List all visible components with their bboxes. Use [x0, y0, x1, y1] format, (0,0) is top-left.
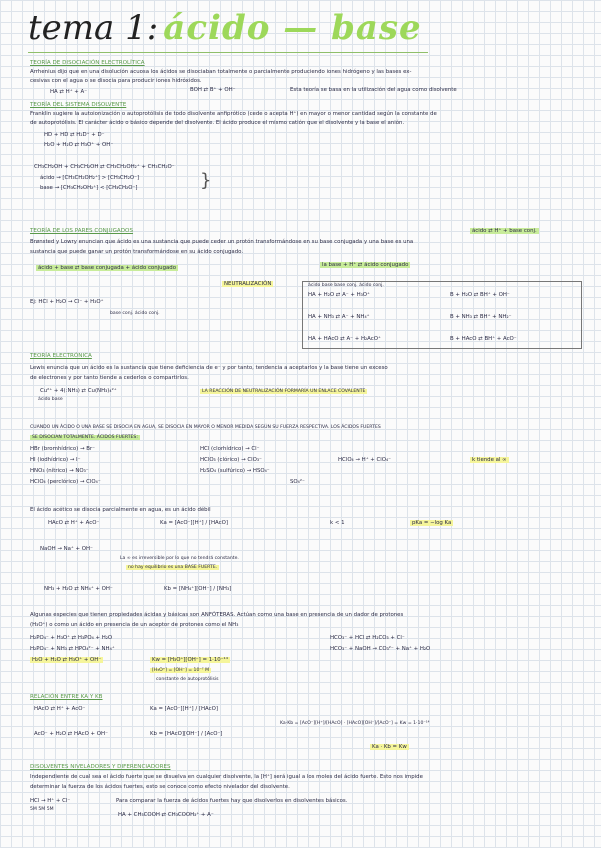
kakb-ka: Ka = [AcO⁻][H⁺] / [HAcO] [150, 706, 218, 712]
solvents-line2: determinar la fuerza de los ácidos fuertes, esto se conoce como efecto nivelador del disolvente. [30, 784, 290, 790]
table-row: B + NH₃ ⇄ BH⁺ + NH₂⁻ [450, 314, 512, 320]
naoh-eq: NaOH → Na⁺ + OH⁻ [40, 546, 93, 552]
kakb-kb: Kb = [HAcO][OH⁻] / [AcO⁻] [150, 731, 223, 737]
heading-solvents: DISOLVENTES NIVELADORES Y DIFERENCIADORES [30, 764, 171, 770]
kw-eq2: [H₃O⁺] = [OH⁻] = 10⁻⁷ M [152, 668, 210, 673]
kw-eq: Kw = [H₃O⁺][OH⁻] = 1·10⁻¹⁴ [152, 657, 228, 663]
arrhenius-line2: cesivas con el agua o se disocia para producir iones hidróxidos. [30, 78, 202, 84]
neutralization-label: NEUTRALIZACIÓN [224, 281, 272, 287]
naoh-note2: no hay equilibrio es una BASE FUERTE. [128, 565, 218, 570]
strong-acid-left: HBr (bromhídrico) → Br⁻ [30, 446, 95, 452]
strong-acid-left: HNO₃ (nítrico) → NO₃⁻ [30, 468, 89, 474]
hclo4-eq: HClO₄ → H⁺ + ClO₄⁻ [338, 457, 392, 463]
strong-acid-left: HI (iodhídrico) → I⁻ [30, 457, 81, 463]
weak-k-lt: k < 1 [330, 520, 345, 526]
page-title [28, 8, 422, 50]
heading-arrhenius: TEORÍA DE DISOCIACIÓN ELECTROLÍTICA [30, 60, 145, 66]
naoh-note1: La ∞ es irreversible por lo que no tendrá constante. [120, 556, 239, 561]
kakb-eq2: AcO⁻ + H₂O ⇄ HAcO + OH⁻ [34, 731, 108, 737]
table-row: HA + HAcO ⇄ A⁻ + H₂AcO⁺ [308, 336, 381, 342]
kw-note: constante de autoprotólisis [156, 677, 219, 682]
heading-solvent: TEORÍA DEL SISTEMA DISOLVENTE [30, 102, 127, 108]
kakb-eq1: HAcO ⇄ H⁺ + AcO⁻ [34, 706, 86, 712]
solvent-eq5: base → [CH₃CH₂OH₂⁺] < [CH₃CH₂O⁻] [40, 185, 138, 191]
solvents-eq2: HA + CH₃COOH ⇄ CH₃COOH₂⁺ + A⁻ [118, 812, 214, 818]
strong-acid-left: HClO₄ (perclórico) → ClO₄⁻ [30, 479, 101, 485]
kakb-result: Ka · Kb = Kw [372, 744, 407, 750]
lewis-eq-labels: ácido base [38, 397, 63, 402]
nh3-kb: Kb = [NH₄⁺][OH⁻] / [NH₃] [164, 586, 232, 592]
arrhenius-line1: Arrhenius dijo que en una disolución acuosa los ácidos se disociaban totalmente o parcialmente produciendo iones hidrógeno y las bases ex- [30, 69, 412, 75]
strong-acid-right: H₂SO₄ (sulfúrico) → HSO₄⁻ [200, 468, 270, 474]
lewis-line1: Lewis enuncia que un ácido es la sustancia que tiene deficiencia de e⁻ y por tanto, tendencia a aceptarlos y la base tiene un exceso [30, 365, 388, 371]
title-part2: ácido — base [163, 8, 422, 48]
bronsted-example: Ej: HCl + H₂O → Cl⁻ + H₃O⁺ [30, 299, 104, 305]
solvent-eq3: CH₃CH₂OH + CH₃CH₂OH ⇄ CH₃CH₂OH₂⁺ + CH₃CH₂O⁻ [34, 164, 175, 170]
solvent-line2: de autoprotólisis. El carácter ácido o básico depende del disolvente. El ácido produce el mismo catión que el disolvente y la base el anión. [30, 120, 405, 126]
strength-line2: SE DISOCIAN TOTALMENTE. ÁCIDOS FUERTES: [32, 435, 138, 440]
solvent-eq1: HD + HD ⇄ H₂D⁺ + D⁻ [44, 132, 105, 138]
solvent-line1: Franklin sugiere la autoionización o autoprotólisis de todo disolvente anfiprótico (cede o acepta H⁺) en mayor o menor cantidad según la constante de [30, 111, 437, 117]
solvents-eq-labels: 5M 5M 5M [30, 807, 54, 812]
lewis-eq: Cu²⁺ + 4(:NH₃) ⇄ Cu(NH₃)₄²⁺ [40, 388, 117, 394]
table-header: ácido base base conj. ácido conj. [308, 283, 384, 288]
title-part1: tema 1: [28, 8, 159, 48]
weak-ka: Ka = [AcO⁻][H⁺] / [HAcO] [160, 520, 228, 526]
amphoteric-right: HCO₃⁻ + NaOH → CO₃²⁻ + Na⁺ + H₂O [330, 646, 431, 652]
lewis-line2: de electrones y por tanto tiende a cederlos o compartirlos. [30, 375, 189, 381]
solvent-eq4: ácido → [CH₃CH₂OH₂⁺] > [CH₃CH₂O⁻] [40, 175, 140, 181]
amphoteric-left: H₂PO₄⁻ + H₃O⁺ ⇄ H₃PO₄ + H₂O [30, 635, 113, 641]
heading-lewis: TEORÍA ELECTRÓNICA [30, 353, 92, 359]
weak-line1: El ácido acético se disocia parcialmente en agua, es un ácido débil [30, 507, 211, 513]
strong-acid-right: SO₄²⁻ [290, 479, 305, 485]
lewis-note: LA REACCIÓN DE NEUTRALIZACIÓN FORMARÍA UN ENLACE COVALENTE [202, 389, 366, 394]
bronsted-line1: Brønsted y Lowry enuncian que ácido es una sustancia que puede ceder un protón transformándose en su base conjugada y una base es una [30, 239, 414, 245]
table-row: B + HAcO ⇄ BH⁺ + AcO⁻ [450, 336, 517, 342]
solvents-line3: Para comparar la fuerza de ácidos fuertes hay que disolverlos en disolventes básicos. [116, 798, 348, 804]
table-row: B + H₂O ⇄ BH⁺ + OH⁻ [450, 292, 510, 298]
nh3-eq: NH₃ + H₂O ⇄ NH₄⁺ + OH⁻ [44, 586, 113, 592]
amphoteric-line1: Algunas especies que tienen propiedades ácidas y básicas son ANFÓTERAS. Actúan como una base en presencia de un dador de protones [30, 612, 404, 618]
strong-acid-right: HCl (clorhídrico) → Cl⁻ [200, 446, 260, 452]
heading-kakb: RELACIÓN ENTRE KA Y KB [30, 694, 103, 700]
weak-pka: pKa = −log Ka [412, 520, 452, 526]
solvents-eq: HCl → H⁺ + Cl⁻ [30, 798, 71, 804]
strength-line1: CUANDO UN ÁCIDO O UNA BASE SE DISOCIA EN AGUA, SE DISOCIA EN MAYOR O MENOR MEDIDA SEGÚN SU FUERZA RESPECTIVA. LOS ÁCIDOS FUERTES [30, 425, 381, 430]
table-row: HA + H₂O ⇄ A⁻ + H₃O⁺ [308, 292, 370, 298]
k-infinity-note: k tiende al ∞ [472, 457, 507, 463]
bronsted-pair2: la base + H⁺ ⇄ ácido conjugado [322, 262, 409, 268]
arrhenius-eq1: HA ⇄ H⁺ + A⁻ [50, 89, 88, 95]
bronsted-example-labels: base conj. ácido conj. [110, 311, 160, 316]
heading-bronsted: TEORÍA DE LOS PARES CONJUGADOS [30, 228, 134, 234]
title-underline [28, 52, 428, 53]
solvents-line1: Independiente de cual sea el ácido fuerte que se disuelva en cualquier disolvente, la [H⁺] será igual a los moles del ácido fuerte. Esto nos impide [30, 774, 423, 780]
amphoteric-left: H₂O + H₂O ⇄ H₃O⁺ + OH⁻ [32, 657, 102, 663]
bronsted-pair1: ácido + base ⇄ base conjugada + ácido conjugado [38, 265, 177, 271]
amphoteric-right: HCO₃⁻ + HCl ⇄ H₂CO₃ + Cl⁻ [330, 635, 405, 641]
arrhenius-eq2: BOH ⇄ B⁺ + OH⁻ [190, 87, 236, 93]
arrhenius-note: Esta teoría se basa en la utilización del agua como disolvente [290, 87, 457, 93]
kakb-product: Ka·Kb = [AcO⁻][H⁺]/[HAcO] · [HAcO][OH⁻]/[AcO⁻] = Kw = 1·10⁻¹⁴ [280, 721, 430, 726]
strong-acid-right: HClO₃ (clórico) → ClO₃⁻ [200, 457, 262, 463]
amphoteric-line2: (H₃O⁺) o como un ácido en presencia de un aceptor de protones como el NH₃ [30, 622, 239, 628]
solvent-eq2: H₂O + H₂O ⇄ H₃O⁺ + OH⁻ [44, 142, 114, 148]
table-row: HA + NH₃ ⇄ A⁻ + NH₄⁺ [308, 314, 370, 320]
solvent-brace: } [200, 170, 212, 191]
bronsted-corner: ácido ⇄ H⁺ + base conj. [472, 228, 537, 234]
weak-eq: HAcO ⇄ H⁺ + AcO⁻ [48, 520, 100, 526]
bronsted-line2: sustancia que puede ganar un protón transformándose en su ácido conjugado. [30, 249, 244, 255]
amphoteric-left: H₂PO₄⁻ + NH₃ ⇄ HPO₄²⁻ + NH₄⁺ [30, 646, 115, 652]
